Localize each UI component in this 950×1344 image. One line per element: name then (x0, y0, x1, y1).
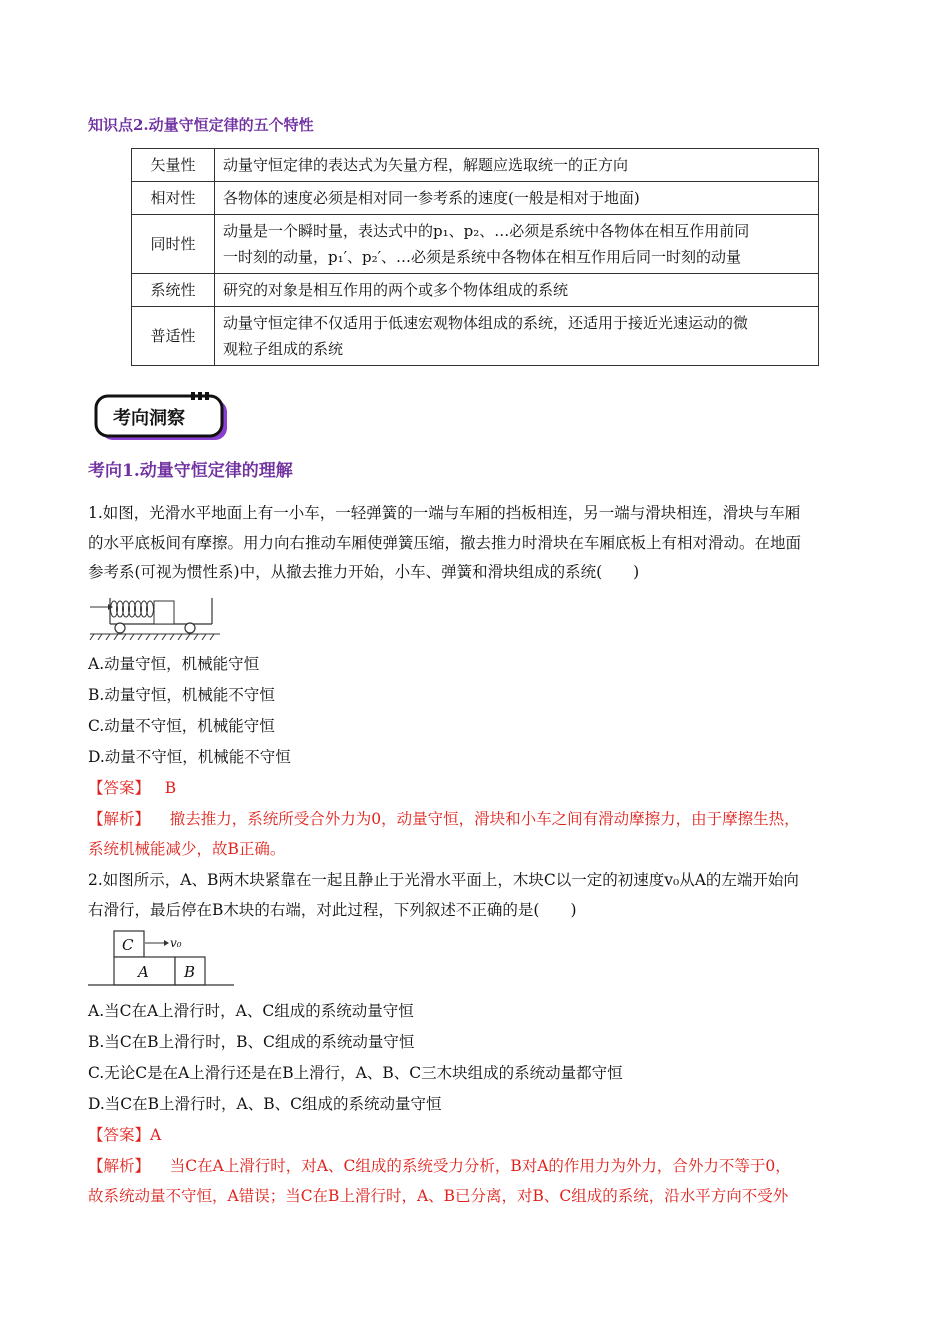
blocks-figure (88, 930, 248, 994)
table-row (132, 307, 819, 366)
analysis-text: 撤去推力，系统所受合外力为0，动量守恒，滑块和小车之间有滑动摩擦力，由于摩擦生热， (169, 810, 800, 828)
table-value-line: 动量守恒定律不仅适用于低速宏观物体组成的系统，还适用于接近光速运动的微 (223, 314, 749, 332)
table-key: 系统性 (132, 274, 215, 307)
section-title: 知识点2.动量守恒定律的五个特性 (88, 116, 314, 134)
table-row (132, 149, 819, 182)
option: D.动量不守恒，机械能不守恒 (88, 748, 291, 766)
option: B.动量守恒，机械能不守恒 (88, 686, 275, 704)
table-value (215, 307, 819, 366)
answer-line (88, 1125, 161, 1145)
question-2-line: 右滑行，最后停在B木块的右端，对此过程，下列叙述不正确的是( ) (88, 901, 577, 919)
badge-label: 考向洞察 (113, 408, 185, 429)
answer-value: A (150, 1126, 162, 1144)
analysis-label: 【解析】 (88, 1157, 151, 1175)
block-a-label: A (138, 963, 149, 981)
table-value: 研究的对象是相互作用的两个或多个物体组成的系统 (215, 274, 819, 307)
analysis-line: 故系统动量不守恒，A错误；当C在B上滑行时，A、B已分离，对B、C组成的系统，沿水平方向不受外 (88, 1187, 789, 1205)
table-key: 相对性 (132, 182, 215, 215)
section-badge (93, 392, 231, 442)
table-value: 各物体的速度必须是相对同一参考系的速度(一般是相对于地面) (215, 182, 819, 215)
option: A.动量守恒，机械能守恒 (88, 655, 260, 673)
table-row (132, 182, 819, 215)
analysis-line (88, 809, 800, 829)
question-1-line: 的水平底板间有摩擦。用力向右推动车厢使弹簧压缩，撤去推力时滑块在车厢底板上有相对滑动。在地面 (88, 534, 802, 552)
table-value-line: 观粒子组成的系统 (223, 340, 344, 358)
table-key: 同时性 (132, 215, 215, 274)
question-1-line: 1.如图，光滑水平地面上有一小车，一轻弹簧的一端与车厢的挡板相连，另一端与滑块相连，滑块与车厢 (88, 504, 801, 522)
option: A.当C在A上滑行时，A、C组成的系统动量守恒 (88, 1002, 414, 1020)
table-key: 矢量性 (132, 149, 215, 182)
question-2-line: 2.如图所示，A、B两木块紧靠在一起且静止于光滑水平面上，木块C以一定的初速度v₀从A的左端开始向 (88, 871, 799, 889)
table-row (132, 274, 819, 307)
option: D.当C在B上滑行时，A、B、C组成的系统动量守恒 (88, 1095, 442, 1113)
table-key: 普适性 (132, 307, 215, 366)
analysis-text: 当C在A上滑行时，对A、C组成的系统受力分析，B对A的作用力为外力，合外力不等于0， (169, 1157, 791, 1175)
option: B.当C在B上滑行时，B、C组成的系统动量守恒 (88, 1033, 415, 1051)
question-1-line: 参考系(可视为惯性系)中，从撤去推力开始，小车、弹簧和滑块组成的系统( ) (88, 563, 640, 581)
velocity-label: v₀ (170, 936, 182, 950)
option: C.动量不守恒，机械能守恒 (88, 717, 275, 735)
analysis-line (88, 1156, 791, 1176)
table-value-line: 动量是一个瞬时量，表达式中的p₁、p₂、…必须是系统中各物体在相互作用前同 (223, 222, 750, 240)
properties-table (131, 148, 819, 366)
table-row (132, 215, 819, 274)
subsection-title: 考向1.动量守恒定律的理解 (88, 461, 293, 481)
table-value: 动量守恒定律的表达式为矢量方程，解题应选取统一的正方向 (215, 149, 819, 182)
answer-label: 【答案】 (88, 779, 151, 797)
analysis-line: 系统机械能减少，故B正确。 (88, 840, 286, 858)
table-value (215, 215, 819, 274)
answer-value: B (164, 779, 177, 797)
block-b-label: B (184, 963, 196, 981)
cart-spring-figure (88, 594, 223, 644)
option: C.无论C是在A上滑行还是在B上滑行，A、B、C三木块组成的系统动量都守恒 (88, 1064, 623, 1082)
block-c-label: C (122, 936, 134, 954)
analysis-label: 【解析】 (88, 810, 151, 828)
table-value-line: 一时刻的动量，p₁′、p₂′、…必须是系统中各物体在相互作用后同一时刻的动量 (223, 248, 742, 266)
answer-label: 【答案】 (88, 1126, 151, 1144)
answer-line (88, 778, 176, 798)
